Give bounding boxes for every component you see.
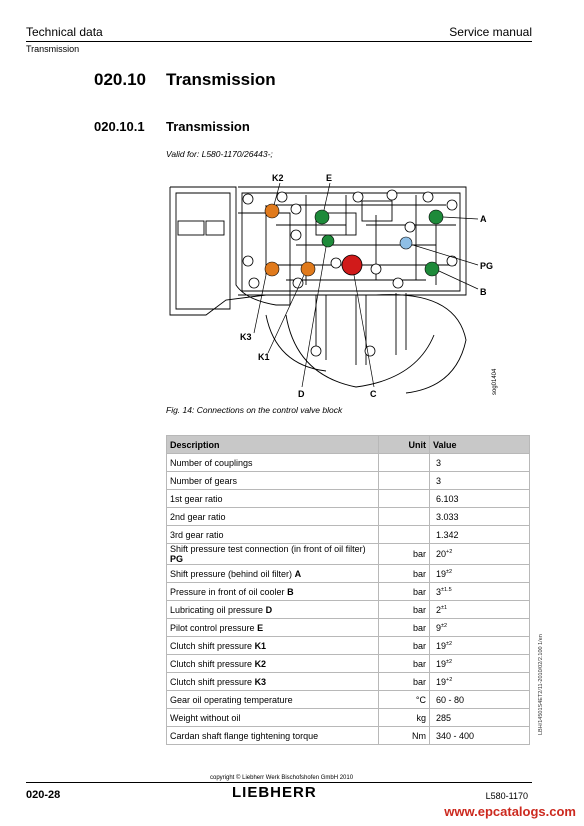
- row-unit: [379, 490, 430, 508]
- header-description: Description: [167, 436, 379, 454]
- row-unit: bar: [379, 565, 430, 583]
- table-row: [167, 490, 530, 508]
- table-row: [167, 472, 530, 490]
- figure-caption: Fig. 14: Connections on the control valve block: [166, 405, 343, 415]
- row-value: [430, 637, 530, 655]
- table-row: [167, 601, 530, 619]
- row-description: [167, 454, 379, 472]
- description-text: 3rd gear ratio: [170, 529, 224, 540]
- e-port-green: [315, 210, 329, 224]
- table-row: [167, 727, 530, 745]
- value-text: 285: [436, 712, 452, 723]
- row-unit: bar: [379, 655, 430, 673]
- description-text: 1st gear ratio: [170, 493, 223, 504]
- row-unit: °C: [379, 691, 430, 709]
- connection-code: PG: [170, 554, 184, 564]
- label-k2: K2: [272, 173, 284, 183]
- value-text: 2: [436, 604, 442, 615]
- value-text: 1.342: [436, 529, 459, 540]
- row-unit: [379, 508, 430, 526]
- description-text: Clutch shift pressure: [170, 640, 253, 651]
- k2-port-orange: [265, 204, 279, 218]
- description-text: Weight without oil: [170, 712, 241, 723]
- row-description: [167, 490, 379, 508]
- row-value: [430, 727, 530, 745]
- description-text: Number of gears: [170, 475, 238, 486]
- tolerance: ±2: [441, 622, 448, 629]
- row-unit: bar: [379, 601, 430, 619]
- table-row: [167, 655, 530, 673]
- connection-code: K2: [254, 658, 267, 669]
- table-row: [167, 565, 530, 583]
- row-value: [430, 565, 530, 583]
- label-e: E: [326, 173, 333, 183]
- label-a: A: [480, 214, 487, 224]
- k3-port-orange: [265, 262, 279, 276]
- connection-code: A: [294, 568, 302, 579]
- value-text: 340 - 400: [436, 730, 475, 741]
- technical-data-table: [166, 435, 530, 745]
- table-row: [167, 454, 530, 472]
- description-text: Clutch shift pressure: [170, 676, 253, 687]
- label-k3: K3: [240, 332, 252, 342]
- row-unit: bar: [379, 619, 430, 637]
- description-text: Lubricating oil pressure: [170, 604, 264, 615]
- d-port-green: [322, 235, 334, 247]
- value-text: 19: [436, 568, 447, 579]
- table-row: [167, 673, 530, 691]
- row-unit: kg: [379, 709, 430, 727]
- value-text: 19: [436, 658, 447, 669]
- pg-port-blue: [400, 237, 412, 249]
- row-description: [167, 709, 379, 727]
- table-row: [167, 709, 530, 727]
- tolerance: ±1.5: [441, 586, 452, 593]
- subsection-number: 020.10.1: [94, 119, 145, 134]
- tolerance: ±2: [446, 640, 453, 647]
- label-k1: K1: [258, 352, 270, 362]
- row-unit: [379, 472, 430, 490]
- footer-rule: [26, 782, 532, 783]
- table-row: [167, 637, 530, 655]
- row-value: [430, 454, 530, 472]
- row-unit: [379, 526, 430, 544]
- k1-port-orange: [301, 262, 315, 276]
- header-title: Technical data: [26, 25, 103, 39]
- tolerance: +2: [446, 676, 453, 683]
- description-text: Shift pressure (behind oil filter): [170, 568, 293, 579]
- connection-code: K3: [254, 676, 267, 687]
- table-row: [167, 526, 530, 544]
- watermark-url: www.epcatalogs.com: [444, 804, 576, 819]
- row-description: [167, 727, 379, 745]
- row-value: [430, 490, 530, 508]
- value-text: 6.103: [436, 493, 459, 504]
- connection-code: E: [257, 622, 264, 633]
- row-value: [430, 544, 530, 565]
- footer-copyright: copyright © Liebherr Werk Bischofshofen GmbH 2010: [210, 775, 354, 781]
- row-description: [167, 601, 379, 619]
- value-text: 3: [436, 457, 442, 468]
- subsection-title: Transmission: [166, 119, 250, 134]
- value-text: 60 - 80: [436, 694, 465, 705]
- row-unit: bar: [379, 544, 430, 565]
- table-row: [167, 583, 530, 601]
- header-rule: [26, 41, 532, 42]
- row-value: [430, 472, 530, 490]
- table-row: [167, 508, 530, 526]
- row-description: [167, 565, 379, 583]
- label-pg: PG: [480, 261, 494, 271]
- value-text: 19: [436, 676, 447, 687]
- table-row: [167, 544, 530, 565]
- description-text: Gear oil operating temperature: [170, 694, 293, 705]
- row-value: [430, 673, 530, 691]
- value-text: 3: [436, 586, 442, 597]
- value-text: 20: [436, 549, 447, 559]
- a-port-green: [429, 210, 443, 224]
- row-unit: Nm: [379, 727, 430, 745]
- row-description: [167, 526, 379, 544]
- row-value: [430, 619, 530, 637]
- row-unit: [379, 454, 430, 472]
- tolerance: ±2: [446, 658, 453, 665]
- table-header-row: [167, 436, 530, 454]
- header-unit: Unit: [379, 436, 430, 454]
- row-description: [167, 673, 379, 691]
- row-description: [167, 691, 379, 709]
- b-port-green: [425, 262, 439, 276]
- row-value: [430, 691, 530, 709]
- description-text: 2nd gear ratio: [170, 511, 226, 522]
- section-title: Transmission: [166, 70, 276, 89]
- row-description: [167, 619, 379, 637]
- label-c: C: [370, 389, 377, 399]
- connection-code: B: [287, 586, 294, 597]
- row-value: [430, 709, 530, 727]
- connection-code: D: [265, 604, 273, 615]
- description-text: Number of couplings: [170, 457, 253, 468]
- connection-code: K1: [254, 640, 267, 651]
- valid-for-note: Valid for: L580-1170/26443-;: [166, 149, 273, 159]
- description-text: Clutch shift pressure: [170, 658, 253, 669]
- liebherr-logo: LIEBHERR: [232, 784, 317, 801]
- row-value: [430, 508, 530, 526]
- description-text: Cardan shaft flange tightening torque: [170, 730, 319, 741]
- row-description: [167, 655, 379, 673]
- value-text: 19: [436, 640, 447, 651]
- page-number: 020-28: [26, 789, 61, 801]
- tolerance: +2: [446, 549, 453, 555]
- description-text: Pressure in front of oil cooler: [170, 586, 285, 597]
- tolerance: ±2: [446, 568, 453, 575]
- figure-id: sog01404: [492, 368, 498, 395]
- footer-model: L580-1170: [485, 791, 528, 801]
- control-valve-block-diagram: [166, 165, 506, 405]
- table-row: [167, 619, 530, 637]
- value-text: 9: [436, 622, 442, 633]
- row-description: [167, 508, 379, 526]
- table-row: [167, 691, 530, 709]
- header-subtitle: Transmission: [26, 44, 80, 54]
- row-unit: bar: [379, 583, 430, 601]
- section-number: 020.10: [94, 70, 146, 89]
- description-text: Shift pressure test connection (in front of oil filter): [170, 544, 366, 554]
- row-unit: bar: [379, 637, 430, 655]
- row-value: [430, 655, 530, 673]
- value-text: 3: [436, 475, 442, 486]
- tolerance: ±1: [441, 604, 448, 611]
- c-port-red: [342, 255, 362, 275]
- row-value: [430, 583, 530, 601]
- row-description: [167, 637, 379, 655]
- header-manual-type: Service manual: [449, 25, 532, 39]
- label-b: B: [480, 287, 487, 297]
- description-text: Pilot control pressure: [170, 622, 255, 633]
- row-value: [430, 601, 530, 619]
- row-description: [167, 472, 379, 490]
- header-value: Value: [430, 436, 530, 454]
- row-description: [167, 544, 379, 565]
- document-code: LBH/14501S4ET2/11-2010/02/2.100 1/en: [538, 634, 544, 735]
- row-description: [167, 583, 379, 601]
- row-value: [430, 526, 530, 544]
- row-unit: bar: [379, 673, 430, 691]
- value-text: 3.033: [436, 511, 459, 522]
- label-d: D: [298, 389, 305, 399]
